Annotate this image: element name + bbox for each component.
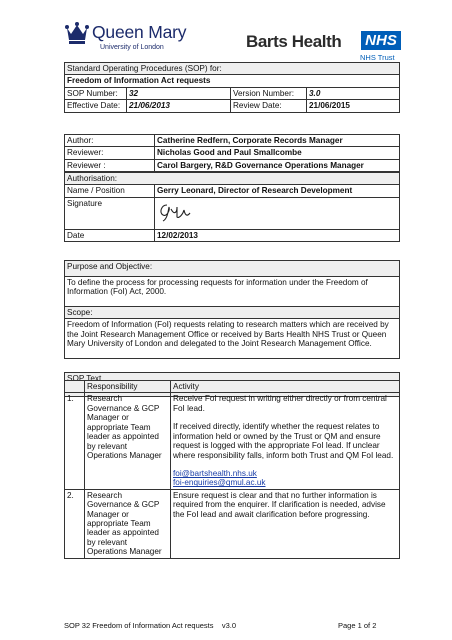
qm-name: Queen Mary — [92, 22, 187, 42]
crown-icon — [64, 20, 90, 46]
qmul-foi-email-link[interactable]: foi-enquiries@qmul.ac.uk — [173, 478, 266, 488]
sop-text-heading: SOP Text — [65, 373, 400, 397]
auth-date-label: Date — [65, 229, 155, 241]
purpose-text: To define the process for processing requests for information under the Freedom of Information (FoI) Act, 2000. — [65, 277, 400, 307]
nhs-badge: NHS — [361, 31, 401, 50]
reviewer-value-2: Carol Bargery, R&D Governance Operations Manager — [155, 159, 400, 171]
table-row — [65, 393, 400, 489]
handwritten-signature-icon — [157, 201, 191, 223]
qm-logo — [64, 20, 214, 60]
sop-number-label: SOP Number: — [65, 87, 127, 99]
version-value: 3.0 — [307, 87, 400, 99]
qm-subtitle: University of London — [100, 44, 164, 51]
barts-health-name: Barts Health — [246, 32, 342, 51]
authorisation-heading: Authorisation: — [65, 173, 400, 185]
people-table — [64, 134, 400, 172]
authorisation-table — [64, 172, 400, 242]
barts-health-logo — [246, 29, 396, 63]
step-responsibility: Research Governance & GCP Manager or appropriate Team leader as appointed by relevant Operations Manager — [85, 489, 171, 558]
version-label: Version Number: — [231, 87, 307, 99]
step-activity — [171, 393, 400, 489]
author-value: Catherine Redfern, Corporate Records Manager — [155, 135, 400, 147]
sop-details-table — [64, 62, 400, 113]
purpose-heading: Purpose and Objective: — [65, 261, 400, 277]
auth-date-value: 12/02/2013 — [155, 229, 400, 241]
col-activity: Activity — [171, 381, 400, 393]
signature-cell — [155, 197, 400, 229]
col-responsibility: Responsibility — [85, 381, 171, 393]
page-header-logos — [0, 0, 452, 62]
step-number: 2. — [65, 489, 85, 558]
purpose-scope-table — [64, 260, 400, 397]
table-row — [65, 489, 400, 558]
steps-header-row — [65, 381, 400, 393]
barts-foi-email-link[interactable]: foi@bartshealth.nhs.uk — [173, 468, 257, 478]
scope-text: Freedom of Information (FoI) requests relating to research matters which are received by the Joint Research Management Office or received by Barts Health NHS Trust or Queen Mary University of London and delegated to the Joint Research Management Office. — [65, 319, 400, 359]
step-responsibility: Research Governance & GCP Manager or appropriate Team leader as appointed by relevant Operations Manager — [85, 393, 171, 489]
sop-number-value: 32 — [127, 87, 231, 99]
review-date-value: 21/06/2015 — [307, 100, 400, 112]
nhs-trust-label: NHS Trust — [360, 53, 395, 62]
signature-label: Signature — [65, 197, 155, 229]
spacer — [65, 359, 400, 373]
name-position-value: Gerry Leonard, Director of Research Development — [155, 185, 400, 197]
effective-date-label: Effective Date: — [65, 100, 127, 112]
step-activity: Ensure request is clear and that no further information is required from the enquirer. If clarification is needed, advise the FoI lead and await clarification before progressing. — [171, 489, 400, 558]
reviewer-label: Reviewer: — [65, 147, 155, 159]
step-number: 1. — [65, 393, 85, 489]
footer-document-label: SOP 32 Freedom of Information Act requests v3.0 — [64, 621, 237, 630]
review-date-label: Review Date: — [231, 100, 307, 112]
reviewer-value: Nicholas Good and Paul Smallcombe — [155, 147, 400, 159]
scope-heading: Scope: — [65, 307, 400, 319]
reviewer-label-2: Reviewer : — [65, 159, 155, 171]
name-position-label: Name / Position — [65, 185, 155, 197]
footer-page-number: Page 1 of 2 — [338, 621, 377, 630]
step-activity-text: If received directly, identify whether the request relates to information held or owned by the Trust or QM and ensure request is logged with the appropriate FoI lead. If unclear where responsibility falls, inform both Trust and QM FoI lead. — [173, 422, 394, 460]
sop-title: Freedom of Information Act requests — [65, 75, 400, 87]
procedure-steps-table — [64, 380, 400, 559]
effective-date-value: 21/06/2013 — [127, 100, 231, 112]
sop-for-label: Standard Operating Procedures (SOP) for: — [65, 63, 400, 75]
step-activity-text: Receive FoI request in writing either directly or from central FoI lead. — [173, 394, 387, 413]
author-label: Author: — [65, 135, 155, 147]
